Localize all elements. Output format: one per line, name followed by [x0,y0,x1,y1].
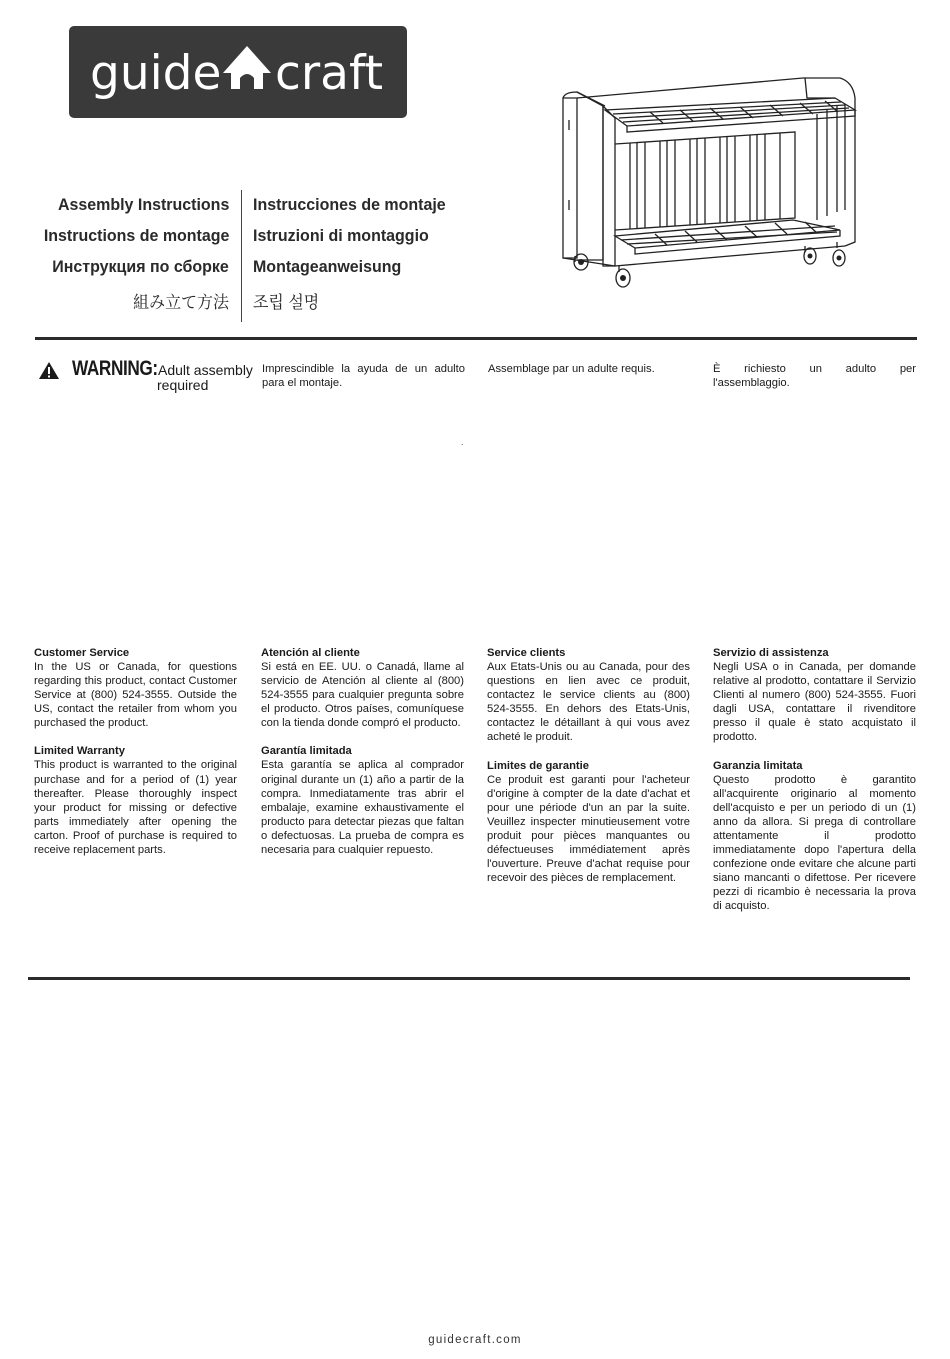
top-divider [35,337,917,340]
warranty-text: Ce produit est garanti pour l'acheteur d'origine à compter de la date d'achat et pour une période d'un an par la suite. Veuillez inspecter minutieusement votre produit pour pièces manquantes ou défectueuses immédiatement après l'ouverture. Preuve d'achat requise pour recevoir des pièces de remplacement. [487,773,690,885]
title-divider [241,190,242,322]
brand-logo [69,26,407,118]
warning-text-line1: Adult assembly [158,362,253,378]
stray-mark: . [461,437,464,447]
warranty-title: Limited Warranty [34,745,125,758]
warning-block [36,356,256,396]
title-fr: Instructions de montage [43,226,229,245]
warranty-title: Garanzia limitata [713,759,803,772]
service-text: In the US or Canada, for questions regarding this product, contact Customer Service at (800) 524-3555. Outside the US, contact the retailer from whom you purchased the product. [34,661,237,730]
service-title: Customer Service [34,647,130,659]
title-de: Montageanweisung [253,257,402,276]
title-ja: 組み立て方法 [133,293,229,312]
service-text: Aux Etats-Unis ou au Canada, pour des questions en lien avec ce produit, contactez le service clients au (800) 524-3555. En dehors des Etats-Unis, contactez le détaillant à qui vous avez acheté le produit. [487,661,690,744]
warning-it-w2: richiesto [744,363,786,375]
service-title: Service clients [487,647,566,659]
info-column-en [34,646,237,871]
logo-text-craft: craft [275,46,384,101]
footer-url[interactable]: guidecraft.com [428,1334,522,1346]
info-column-it [713,646,916,928]
warning-es: Imprescindible la ayuda de un adulto para el montaje. [262,363,465,389]
warning-triangle-icon [38,361,60,380]
info-column-es [261,646,464,871]
service-title: Atención al cliente [261,647,360,659]
warning-it-w6: l'assemblaggio. [713,377,790,389]
title-ru: Инструкция по сборке [52,257,229,276]
warranty-title: Limites de garantie [487,759,589,772]
service-text: Si está en EE. UU. o Canadá, llame al servicio de Atención al cliente al (800) 524-3555 para cualquier pregunta sobre el producto. Otros países, comuníquese con la tienda donde compró el producto. [261,661,464,730]
title-ko: 조립 설명 [253,293,320,312]
warning-it-w3: un [809,363,822,375]
house-icon [223,46,271,89]
warranty-text: Questo prodotto è garantito all'acquirente originario al momento dell'acquisto e per un periodo di un (1) anno da allora. Si prega di controllare attentamente il prodotto immediatamente dopo l'apertura della confezione onde evitare che alcune parti siano mancanti o difettose. Per ricevere pezzi di ricambio è necessaria la prova di acquisto. [713,773,916,913]
warning-label: WARNING: [72,357,158,380]
warning-it-w4: adulto [845,363,877,375]
warning-it-w1: È [713,363,721,375]
title-en: Assembly Instructions [57,195,229,214]
title-it: Istruzioni di montaggio [253,226,429,245]
info-column-fr [487,646,690,899]
logo-text-guide: guide [90,46,222,101]
warning-text-line2: required [157,377,209,393]
service-title: Servizio di assistenza [713,647,829,659]
warranty-text: This product is warranted to the original purchase and for a period of (1) year thereafter. Please thoroughly inspect your product for missing or defective parts immediately after opening the carton. Proof of purchase is required to receive replacement parts. [34,759,237,857]
title-es: Instrucciones de montaje [253,195,446,214]
warranty-text: Esta garantía se aplica al comprador original durante un (1) año a partir de la compra. Inmediatamente tras abrir el embalaje, examine exhaustivamente el producto para detectar piezas que faltan o defectuosas. La prueba de compra es necesaria para cualquier repuesto. [261,759,464,857]
warning-it-w5: per [899,363,916,375]
warning-fr: Assemblage par un adulte requis. [488,363,655,375]
service-text: Negli USA o in Canada, per domande relative al prodotto, contattare il Servizio Clienti al numero (800) 524-3555. Fuori dagli USA, contattare il rivenditore presso il quale è stato acquistato il prodotto. [713,661,916,744]
warning-it [713,362,916,390]
warranty-title: Garantía limitada [261,745,352,758]
bottom-divider [28,977,910,980]
cart-illustration [555,70,865,290]
